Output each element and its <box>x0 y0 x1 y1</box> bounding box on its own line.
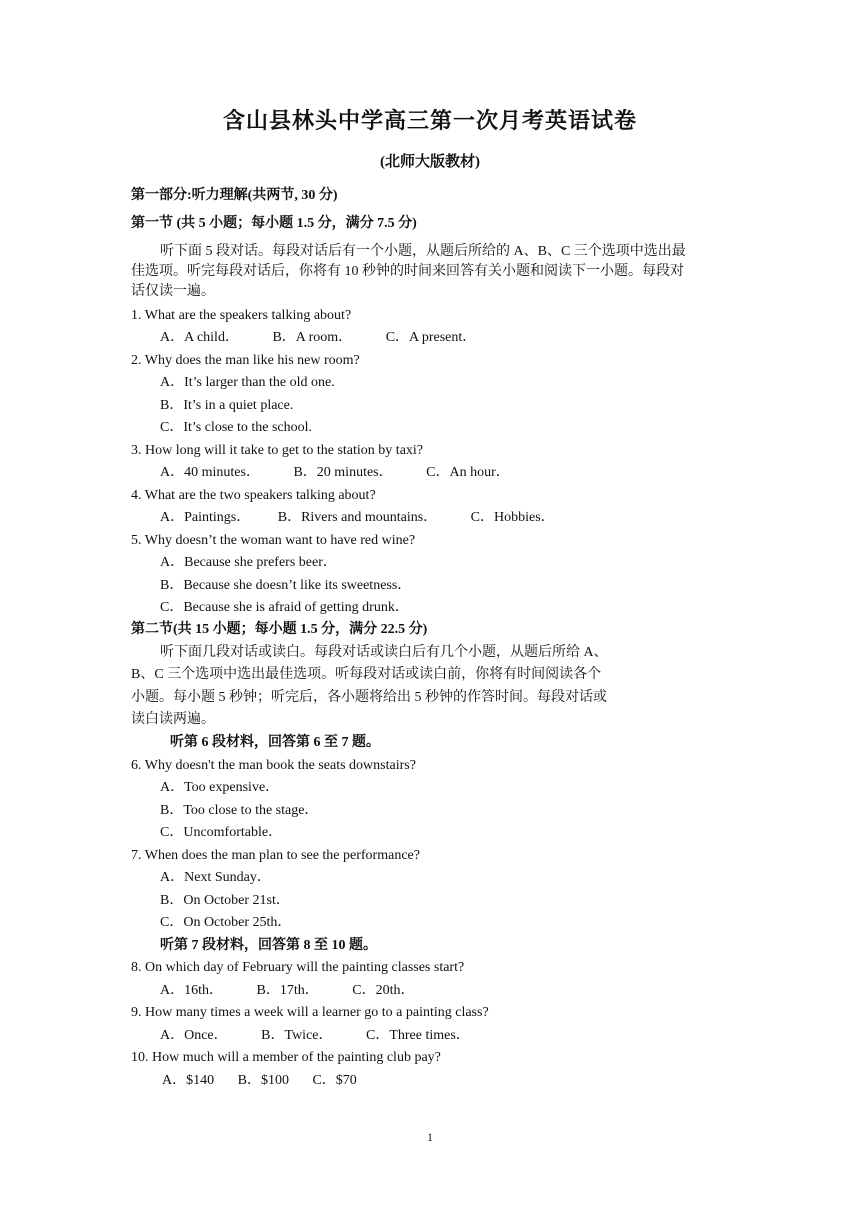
question-3-options <box>160 463 510 483</box>
section2-instruction-line: 听下面几段对话或读白。每段对话或读白后有几个小题，从题后所给 A、 <box>160 645 608 660</box>
option-c: C．An hour． <box>426 465 510 480</box>
option-b: B．Too close to the stage． <box>160 803 319 818</box>
page-number: 1 <box>427 1130 433 1144</box>
section1-heading: 第一节 (共 5 小题；每小题 1.5 分，满分 7.5 分) <box>131 216 417 231</box>
option-a: A．Too expensive． <box>160 780 280 795</box>
question-2: 2. Why does the man like his new room? <box>131 353 360 368</box>
question-1: 1. What are the speakers talking about? <box>131 308 352 323</box>
option-c: C．Hobbies． <box>470 510 555 525</box>
option-c: C．Because she is afraid of getting drunk． <box>160 600 409 615</box>
option-b: B．Rivers and mountains． <box>277 510 438 525</box>
section1-instruction-line: 话仅读一遍。 <box>131 284 215 299</box>
page-subtitle: (北师大版教材) <box>380 154 480 170</box>
option-b: B．17th． <box>256 983 319 998</box>
option-c: C．It’s close to the school. <box>160 420 313 435</box>
option-c: C．$70 <box>312 1073 357 1088</box>
section2-heading: 第二节(共 15 小题；每小题 1.5 分，满分 22.5 分) <box>131 622 428 637</box>
material-6-heading: 听第 6 段材料，回答第 6 至 7 题。 <box>170 735 380 750</box>
option-c: C．Three times． <box>366 1028 470 1043</box>
option-a: A．A child． <box>160 330 239 345</box>
option-a: A．16th． <box>160 983 223 998</box>
question-10-options <box>162 1071 357 1091</box>
option-c: C．A present． <box>385 330 477 345</box>
section1-instruction-line: 佳选项。听完每段对话后，你将有 10 秒钟的时间来回答有关小题和阅读下一小题。每段对 <box>131 264 684 279</box>
option-b: B．Because she doesn’t like its sweetness． <box>160 578 412 593</box>
question-5: 5. Why doesn’t the woman want to have red wine? <box>131 533 416 548</box>
part1-heading: 第一部分:听力理解(共两节, 30 分) <box>131 188 338 203</box>
option-c: C．On October 25th． <box>160 915 292 930</box>
option-a: A．It’s larger than the old one. <box>160 375 335 390</box>
option-b: B．It’s in a quiet place. <box>160 398 294 413</box>
question-4-options <box>160 508 555 528</box>
option-a: A．$140 <box>162 1073 215 1088</box>
question-4: 4. What are the two speakers talking about? <box>131 488 376 503</box>
question-8-options <box>160 981 414 1001</box>
option-b: B．A room． <box>272 330 353 345</box>
option-a: A．Once． <box>160 1028 228 1043</box>
question-10: 10. How much will a member of the painting club pay? <box>131 1050 441 1065</box>
section2-instruction-line: B、C 三个选项中选出最佳选项。听每段对话或读白前，你将有时间阅读各个 <box>131 667 602 682</box>
section2-instruction-line: 读白读两遍。 <box>131 712 215 727</box>
question-9: 9. How many times a week will a learner go to a painting class? <box>131 1005 489 1020</box>
question-9-options <box>160 1026 470 1046</box>
question-3: 3. How long will it take to get to the station by taxi? <box>131 443 424 458</box>
option-b: B．On October 21st． <box>160 893 290 908</box>
page-title: 含山县林头中学高三第一次月考英语试卷 <box>222 108 637 134</box>
material-7-heading: 听第 7 段材料，回答第 8 至 10 题。 <box>160 938 377 953</box>
option-b: B．$100 <box>237 1073 289 1088</box>
option-a: A．40 minutes． <box>160 465 260 480</box>
option-c: C．Uncomfortable． <box>160 825 283 840</box>
option-a: A．Next Sunday． <box>160 870 271 885</box>
option-b: B．Twice． <box>261 1028 333 1043</box>
section1-instruction-line: 听下面 5 段对话。每段对话后有一个小题，从题后所给的 A、B、C 三个选项中选出最 <box>160 244 686 259</box>
section2-instruction-line: 小题。每小题 5 秒钟；听完后，各小题将给出 5 秒钟的作答时间。每段对话或 <box>131 690 607 705</box>
option-a: A．Because she prefers beer． <box>160 555 337 570</box>
question-1-options <box>160 328 476 348</box>
question-6: 6. Why doesn't the man book the seats downstairs? <box>131 758 416 773</box>
question-8: 8. On which day of February will the painting classes start? <box>131 960 465 975</box>
option-b: B．20 minutes． <box>293 465 393 480</box>
question-7: 7. When does the man plan to see the performance? <box>131 848 420 863</box>
option-a: A．Paintings． <box>160 510 251 525</box>
option-c: C．20th． <box>352 983 415 998</box>
